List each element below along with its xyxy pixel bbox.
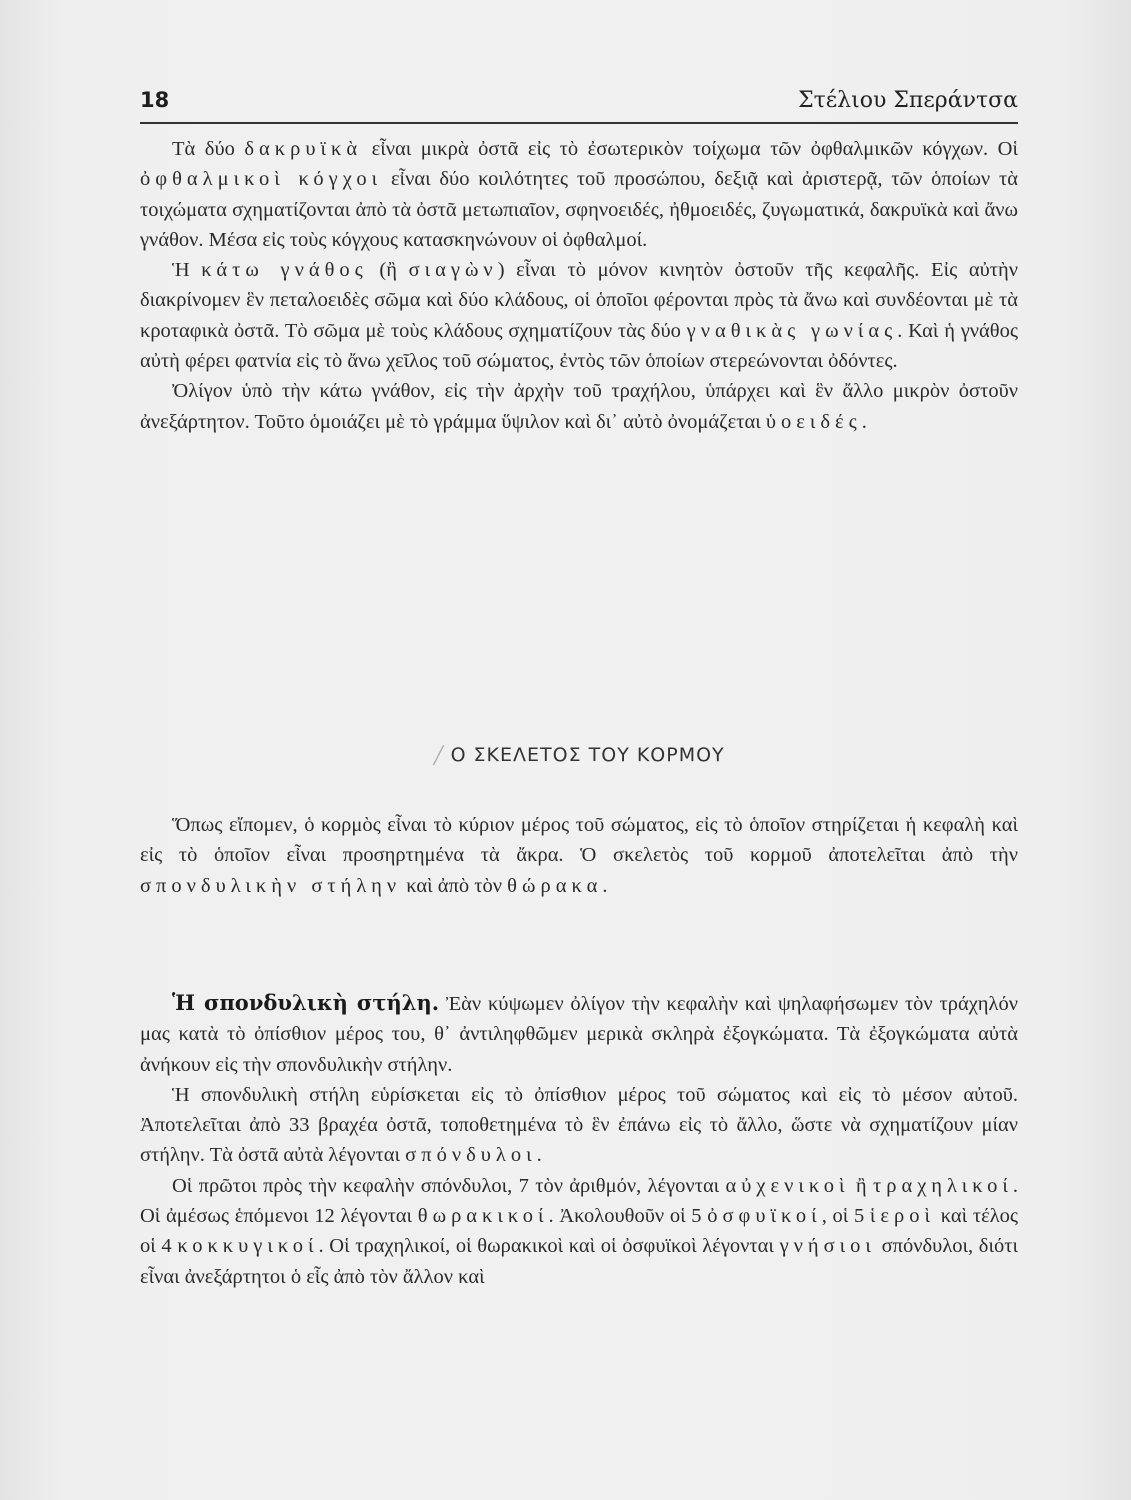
spaced-term: θωρακικοί <box>417 1205 549 1228</box>
text-run: καὶ ἀπὸ τὸν <box>401 874 508 897</box>
text-run: Τὰ δύο <box>172 138 245 160</box>
spaced-term: ἱεροὶ <box>869 1205 936 1228</box>
section-heading <box>140 744 1018 766</box>
section-heading-text: Ο ΣΚΕΛΕΤΟΣ ΤΟΥ ΚΟΡΜΟΥ <box>450 744 725 766</box>
spaced-term: γνήσιοι <box>779 1235 876 1258</box>
spaced-term: σιαγὼν <box>408 259 498 282</box>
paragraph-lacrimal <box>140 134 1018 255</box>
text-run: Ἡ <box>172 259 202 282</box>
spaced-term: γναθικὰς γωνίας <box>686 319 898 342</box>
text-run: . <box>602 874 608 897</box>
spaced-term: ὀσφυϊκοί <box>707 1205 822 1228</box>
text-run: . Οἱ ἀμέσως ἑπόμενοι 12 λέγονται <box>140 1174 1018 1228</box>
paragraph-trunk <box>140 810 1018 901</box>
text-run: . Καὶ ἡ γνάθος αὐτὴ φέρει φατνία εἰς τὸ ἄνω χεῖλος τοῦ σώματος, ἐντὸς τῶν ὁποίων στερεώνονται ὀδόντες. <box>140 319 1018 373</box>
text-block-spine <box>140 988 1018 1292</box>
text-run: εἶναι δύο κοιλότητες τοῦ προσώπου, δεξιᾷ καὶ ἀριστερᾷ, τῶν ὁποίων τὰ τοιχώματα σχηματίζονται ἀπὸ τὰ ὀστᾶ μετωπιαῖον, σφηνοειδές, ἠθμοειδές, ζυγωματικά, δακρυϊκὰ καὶ ἄνω γνάθον. Μέσα εἰς τοὺς κόγχους κατασκηνώνουν οἱ ὀφθαλμοί. <box>140 168 1018 251</box>
text-run: Ἡ σπονδυλικὴ στήλη εὑρίσκεται εἰς τὸ ὀπίσθιον μέρος τοῦ σώματος καὶ εἰς τὸ μέσον αὐτοῦ. Ἀποτελεῖται ἀπὸ 33 βραχέα ὀστᾶ, τοποθετημένα τὸ ἓν ἐπάνω εἰς τὸ ἄλλο, ὥστε νὰ σχηματίζουν μίαν στήλην. Τὰ ὀστᾶ αὐτὰ λέγονται <box>140 1083 1018 1167</box>
spaced-term: κοκκυγικοί <box>177 1235 319 1258</box>
running-title: Στέλιου Σπεράντσα <box>798 88 1018 113</box>
text-run: Ὀλίγον ὑπὸ τὴν κάτω γνάθον, εἰς τὴν ἀρχὴν τοῦ τραχήλου, ὑπάρχει καὶ ἓν ἄλλο μικρὸν ὀστοῦν ἀνεξάρτητον. Τοῦτο ὁμοιάζει μὲ τὸ γράμμα ὕψιλον καὶ δι᾿ αὐτὸ ὀνομάζεται <box>140 380 1018 433</box>
paragraph-spine-intro <box>140 988 1018 1080</box>
spaced-term: σπονδυλικὴν στήλην <box>140 874 402 897</box>
text-block-trunk <box>140 810 1018 901</box>
paragraph-mandible <box>140 255 1018 376</box>
paragraph-vertebrae-groups <box>140 1171 1018 1292</box>
subheading-spine: Ἡ σπονδυλικὴ στήλη. <box>172 990 440 1015</box>
spaced-term: τραχηλικοί <box>872 1174 1013 1197</box>
text-run: . <box>861 410 867 433</box>
text-run: . Οἱ τραχηλικοί, οἱ θωρακικοὶ καὶ οἱ ὀσφυϊκοὶ λέγονται <box>318 1235 780 1258</box>
paragraph-spine-structure <box>140 1080 1018 1171</box>
text-run: (ἢ <box>367 259 409 282</box>
spaced-term: θώρακα <box>507 874 603 897</box>
spaced-term: δακρυϊκὰ <box>244 138 363 160</box>
page-number: 18 <box>140 88 170 112</box>
header-rule <box>140 122 1018 124</box>
spaced-term: αὐχενικοὶ <box>725 1174 850 1197</box>
text-run: Ἐὰν κύψωμεν ὀλίγον τὴν κεφαλὴν καὶ ψηλαφήσωμεν τὸν τράχηλόν μας κατὰ τὸ ὀπίσθιον μέρος του, θ᾿ ἀντιληφθῶμεν μερικὰ σκληρὰ ἐξογκώματα. Τὰ ἐξογκώματα αὐτὰ ἀνήκουν εἰς τὴν σπονδυλικὴν στήλην. <box>140 993 1018 1076</box>
spaced-term: ὀφθαλμικοὶ κόγχοι <box>140 168 383 191</box>
pencil-mark-icon: ╱ <box>433 746 445 766</box>
text-run: ἢ <box>849 1174 873 1197</box>
text-run: ) εἶναι τὸ μόνον κινητὸν ὀστοῦν τῆς κεφαλῆς. Εἰς αὐτὴν διακρίνομεν ἓν πεταλοειδὲς σῶμα καὶ δύο κλάδους, οἱ ὁποῖοι φέρονται πρὸς τὰ ἄνω καὶ συνδέονται μὲ τὰ κροταφικὰ ὀστᾶ. Τὸ σῶμα μὲ τοὺς κλάδους σχηματίζουν τὰς δύο <box>140 259 1018 342</box>
spaced-term: κάτω γνάθος <box>201 259 368 282</box>
text-run: . <box>536 1144 542 1167</box>
text-run: . Ἀκολουθοῦν οἱ 5 <box>548 1205 708 1228</box>
paragraph-hyoid <box>140 376 1018 437</box>
text-run: Ὅπως εἴπομεν, ὁ κορμὸς εἶναι τὸ κύριον μέρος τοῦ σώματος, εἰς τὸ ὁποῖον στηρίζεται ἡ κεφαλὴ καὶ εἰς τὸ ὁποῖον εἶναι προσηρτημένα τὰ ἄκρα. Ὁ σκελετὸς τοῦ κορμοῦ ἀποτελεῖται ἀπὸ τὴν <box>140 814 1018 867</box>
text-run: , οἱ 5 <box>821 1205 870 1228</box>
text-run: Οἱ πρῶτοι πρὸς τὴν κεφαλὴν σπόνδυλοι, 7 τὸν ἀριθμόν, λέγονται <box>172 1174 726 1197</box>
text-block-skull <box>140 134 1018 437</box>
text-run: καὶ τέλος οἱ 4 <box>140 1205 1018 1258</box>
text-run: εἶναι μικρὰ ὀστᾶ εἰς τὸ ἐσωτερικὸν τοίχωμα τῶν ὀφθαλμικῶν κόγχων. Οἱ <box>362 138 1018 160</box>
spaced-term: ὑοειδές <box>765 410 862 433</box>
text-run: σπόνδυλοι, διότι εἶναι ἀνεξάρτητοι ὁ εἷς ἀπὸ τὸν ἄλλον καὶ <box>140 1235 1018 1288</box>
spaced-term: σπόνδυλοι <box>405 1144 537 1167</box>
running-head <box>140 88 1018 118</box>
